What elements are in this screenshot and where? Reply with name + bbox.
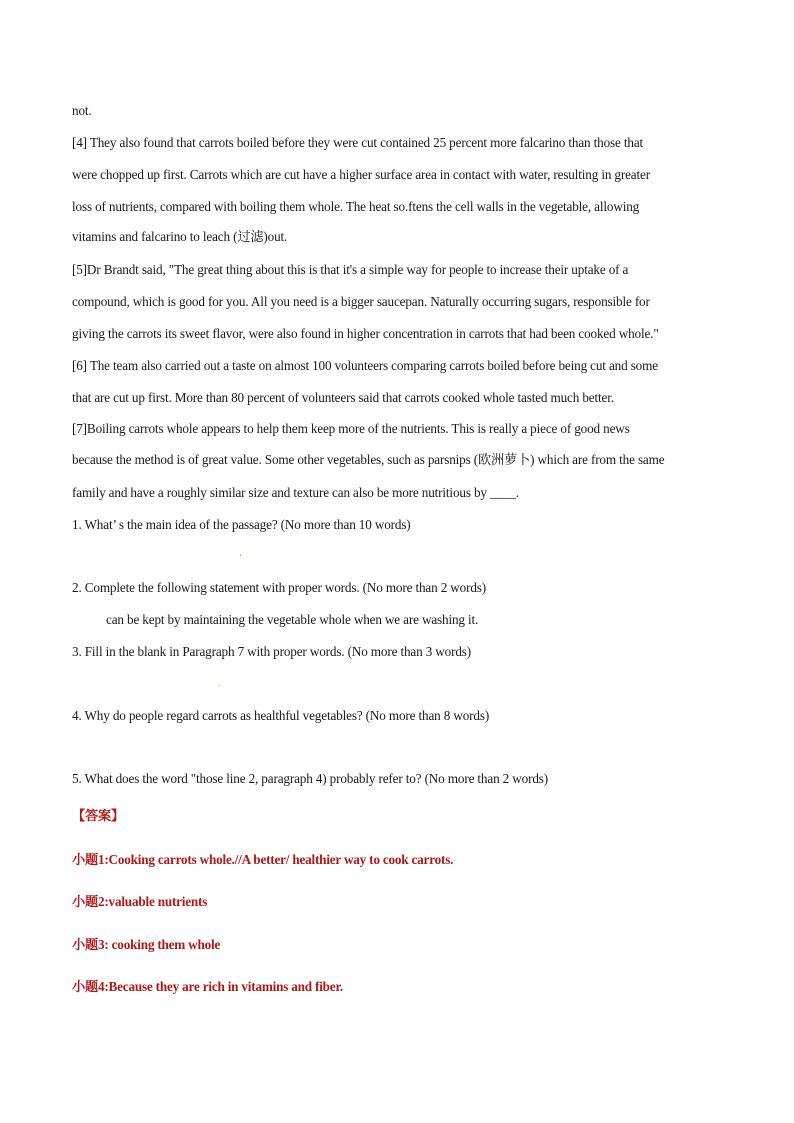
tick-mark: - [218,680,221,690]
passage-line: vitamins and falcarino to leach (过滤)out. [72,229,288,244]
passage-line: not. [72,103,92,118]
passage-line: family and have a roughly similar size and texture can also be more nutritious by ____. [72,485,519,500]
question-3: 3. Fill in the blank in Paragraph 7 with proper words. (No more than 3 words) [72,644,472,659]
answer-4: 小题4:Because they are rich in vitamins and fiber. [72,979,343,994]
passage-line: [5]Dr Brandt said, "The great thing about this is that it's a simple way for people to increase their uptake of a [72,262,629,277]
passage-line: [6] The team also carried out a taste on almost 100 volunteers comparing carrots boiled before being cut and some [72,358,658,373]
question-5: 5. What does the word "those line 2, paragraph 4) probably refer to? (No more than 2 words) [72,771,548,786]
question-4: 4. Why do people regard carrots as healthful vegetables? (No more than 8 words) [72,708,490,723]
passage-line: [4] They also found that carrots boiled before they were cut contained 25 percent more falcarino than those that [72,135,644,150]
tick-mark: ‘ [239,552,242,562]
passage-line: loss of nutrients, compared with boiling them whole. The heat so.ftens the cell walls in the vegetable, allowing [72,199,640,214]
answer-heading: 【答案】 [72,808,124,823]
passage-line: were chopped up first. Carrots which are cut have a higher surface area in contact with water, resulting in greater [72,167,650,182]
passage-line: [7]Boiling carrots whole appears to help them keep more of the nutrients. This is really a piece of good news [72,421,630,436]
question-1: 1. What’ s the main idea of the passage? (No more than 10 words) [72,517,411,532]
passage-line: because the method is of great value. Some other vegetables, such as parsnips (欧洲萝卜) which are from the same [72,452,665,467]
answer-3: 小题3: cooking them whole [72,937,221,952]
answer-2: 小题2:valuable nutrients [72,894,208,909]
passage-line: compound, which is good for you. All you need is a bigger saucepan. Naturally occurring sugars, responsible for [72,294,650,309]
passage-line: giving the carrots its sweet flavor, were also found in higher concentration in carrots that had been cooked whole." [72,326,659,341]
question-2: 2. Complete the following statement with proper words. (No more than 2 words) [72,580,487,595]
answer-1: 小题1:Cooking carrots whole.//A better/ healthier way to cook carrots. [72,852,454,867]
passage-line: that are cut up first. More than 80 percent of volunteers said that carrots cooked whole tasted much better. [72,390,614,405]
question-2-statement: can be kept by maintaining the vegetable whole when we are washing it. [106,612,479,627]
